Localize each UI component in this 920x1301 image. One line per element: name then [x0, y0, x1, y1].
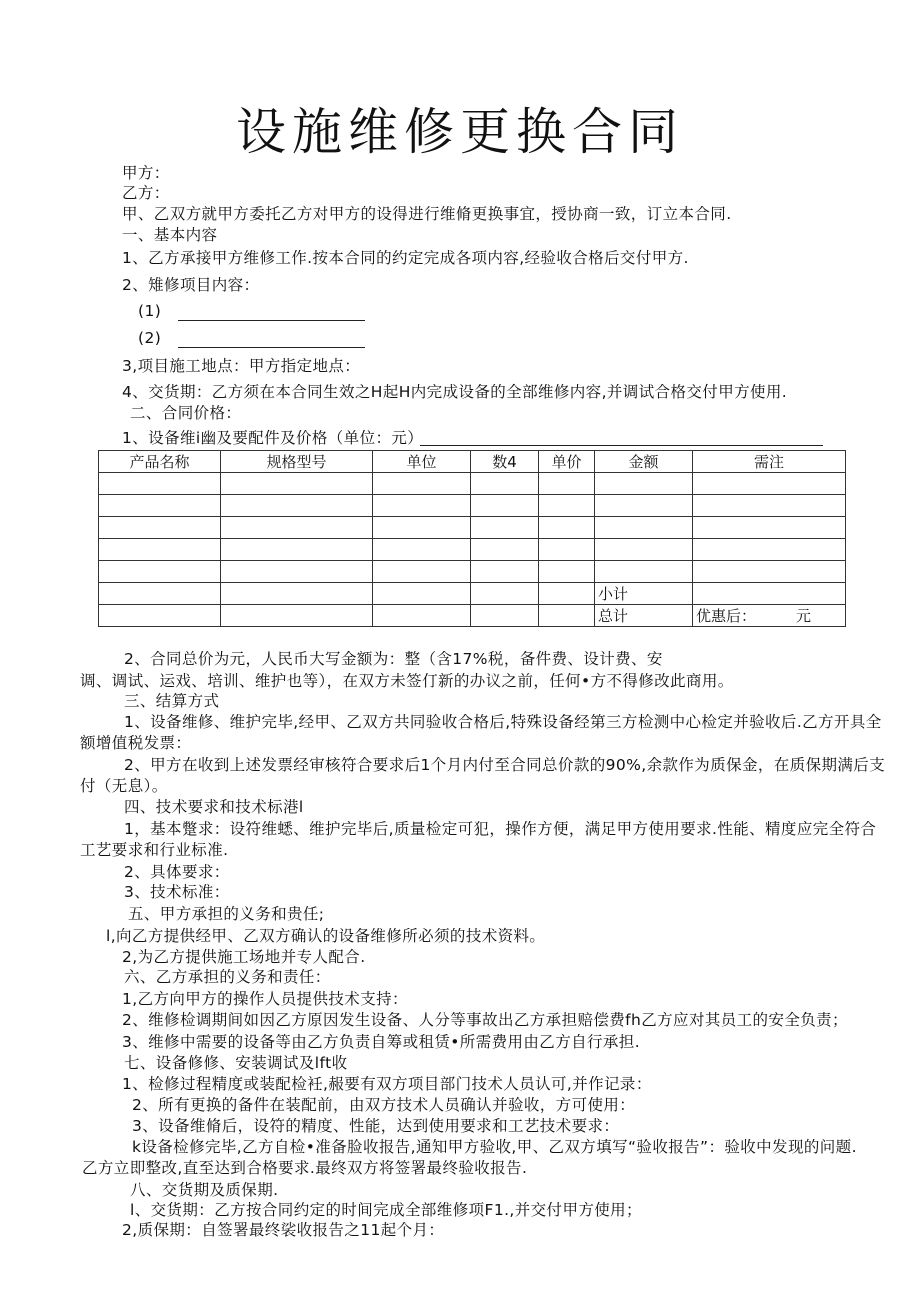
- subtotal-row: [99, 583, 846, 605]
- price-table: [98, 450, 846, 627]
- table-row: [99, 473, 846, 495]
- table-row: [99, 539, 846, 561]
- text-line: k设备检修完毕,乙方自检•准备脸收报告,通知甲方验收,甲、乙双方填写“验收报告”：验收中发现的问题.: [132, 1138, 857, 1156]
- text-line: 1,乙方向甲方的操作人员提供技术支持：: [122, 990, 408, 1008]
- text-line: 3、设备维脩后，设符的精度、性能，达到使用要求和工艺技术要求：: [132, 1117, 620, 1135]
- text-line: 3,项目施工地点：甲方指定地点：: [122, 357, 361, 375]
- text-line: 乙方立即整改,直至达到合格要求.最终双方将签署最终验收报告.: [82, 1159, 528, 1177]
- text-line: 2、维修检调期间如因乙方原因发生设备、人分等事故出乙方承担赔偿费fh乙方应对其员工的安全负责；: [122, 1011, 848, 1029]
- text-line: 1、检修过程精度或装配检衽,赧要有双方项目部门技术人员认可,并作记录：: [122, 1075, 652, 1093]
- text-line: 乙方：: [122, 184, 170, 202]
- header-cell: 需注: [693, 451, 846, 473]
- text-line: 八、交货期及质保期.: [130, 1181, 279, 1199]
- header-cell: 单位: [373, 451, 471, 473]
- text-line: 五、甲方承担的义务和贵任;: [128, 905, 325, 923]
- text-line: (2): [138, 329, 162, 347]
- header-cell: 规格型号: [221, 451, 373, 473]
- total-row: [99, 605, 846, 627]
- text-line: 三、结算方式: [124, 692, 220, 710]
- document-title: 设施维修更换合同: [236, 103, 684, 161]
- blank-line-item-2: [178, 347, 365, 348]
- text-line: 调、调试、运戏、培训、维护也等），在双方未签仃新的办议之前，任何•方不得修改此商用。: [80, 672, 734, 690]
- text-line: 工艺要求和行业标准.: [80, 841, 229, 859]
- text-line: (1): [138, 302, 162, 320]
- discount-label: 优惠后：: [696, 607, 757, 625]
- table-row: [99, 517, 846, 539]
- text-line: 2、甲方在收到上述发票经审核符合要求后1个月内付至合同总价款的90%,余款作为质保金，在质保期满后支: [124, 756, 886, 774]
- text-line: 七、设备修修、安装调试及lft收: [124, 1054, 348, 1072]
- text-line: 3、维修中需要的设备等由乙方负责自筹或租赁•所需费用由乙方自行承担.: [122, 1033, 641, 1051]
- text-line: 2,质保期：自签署最终裟收报告之11起个月：: [122, 1221, 445, 1239]
- text-line: 1、乙方承接甲方维修工作.按本合同的约定完成各项内容,经验收合格后交付甲方.: [122, 249, 689, 267]
- text-line: 二、合同价格：: [130, 404, 242, 422]
- blank-line-item-1: [178, 320, 365, 321]
- blank-line-price: [420, 445, 823, 446]
- text-line: 2、所有更换的备件在装配前，由双方技术人员确认并验收，方可使用：: [132, 1096, 636, 1114]
- header-cell: 数4: [471, 451, 539, 473]
- text-line: 四、技术要求和技术标港l: [124, 798, 304, 816]
- text-line: 甲、乙双方就甲方委托乙方对甲方的设得进行维脩更换事宜，授协商一致，订立本合同.: [122, 205, 732, 223]
- text-line: 3、技术标准：: [124, 883, 230, 901]
- text-line: 1，基本蹩求：设符维蟋、维护完毕后,质量检定可犯，操作方便，满足甲方使用要求.性能、精度应完全符合: [124, 820, 877, 838]
- text-line: 1、设备维i幽及要配件及价格（单位：元）: [122, 429, 424, 447]
- table-header-row: [99, 451, 846, 473]
- table-row: [99, 495, 846, 517]
- currency-unit: 元: [796, 607, 812, 625]
- text-line: 2、合同总价为元，人民币大写金额为：整（含17%税，备件费、设计费、安: [124, 650, 663, 668]
- subtotal-label: 小计: [595, 583, 693, 605]
- text-line: 1、设备维修、维护完毕,经甲、乙双方共同验收合格后,特殊设备经第三方检测中心检定并验收后.乙方开具全: [124, 713, 882, 731]
- text-line: 甲方：: [122, 164, 170, 182]
- text-line: l,向乙方提供经甲、乙双方确认的设备维修所必须的技术资料。: [106, 927, 546, 945]
- text-line: 一、基本内容: [122, 226, 218, 244]
- header-cell: 产品名称: [99, 451, 221, 473]
- text-line: 六、乙方承担的义务和责任：: [124, 968, 331, 986]
- total-label: 总计: [595, 605, 693, 627]
- text-line: 额增值税发票：: [80, 734, 192, 752]
- text-line: 4、交货期：乙方须在本合同生效之H起H内完成设备的全部维修内容,并调试合格交付甲方使用.: [122, 383, 788, 401]
- header-cell: 单价: [539, 451, 595, 473]
- text-line: 2,为乙方提供施工场地并专人配合.: [122, 948, 366, 966]
- header-cell: 金额: [595, 451, 693, 473]
- text-line: 付（无息）。: [80, 777, 168, 795]
- discount-cell: [693, 605, 846, 627]
- text-line: 2、具体要求：: [124, 863, 230, 881]
- text-line: l、交货期：乙方按合同约定的时间完成全部维修项F1.,并交付甲方使用；: [130, 1201, 642, 1219]
- text-line: 2、雉修项目内容：: [122, 276, 260, 294]
- table-row: [99, 561, 846, 583]
